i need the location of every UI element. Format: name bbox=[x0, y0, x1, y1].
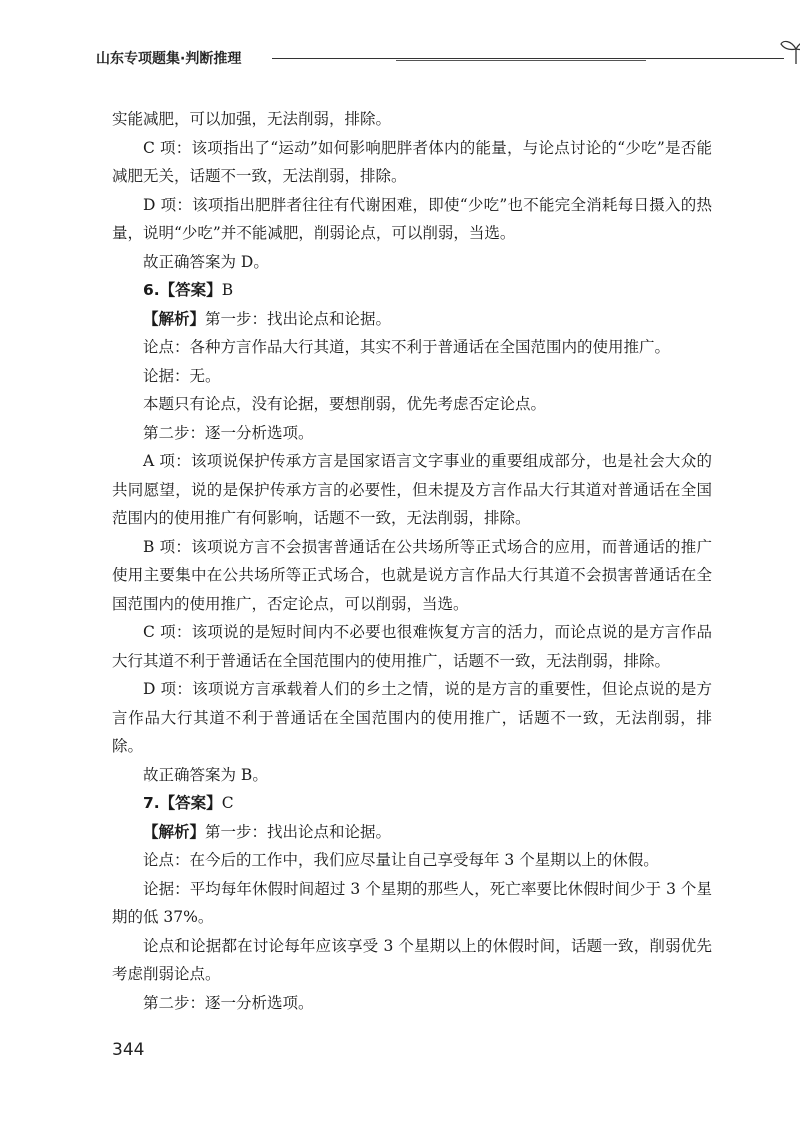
paragraph bbox=[112, 105, 712, 134]
paragraph bbox=[112, 533, 712, 619]
paragraph-text: 论点：在今后的工作中，我们应尽量让自己享受每年 3 个星期以上的休假。 bbox=[143, 851, 659, 869]
header-rule bbox=[272, 58, 784, 59]
paragraph-text: 论据：平均每年休假时间超过 3 个星期的那些人，死亡率要比休假时间少于 3 个星期的低 37%。 bbox=[112, 879, 712, 926]
paragraph bbox=[112, 362, 712, 391]
paragraph-text: 第二步：逐一分析选项。 bbox=[143, 423, 314, 442]
paragraph bbox=[112, 875, 712, 932]
paragraph bbox=[112, 675, 712, 761]
paragraph-text: 论据：无。 bbox=[143, 366, 221, 385]
paragraph bbox=[112, 932, 712, 989]
paragraph bbox=[112, 390, 712, 419]
paragraph bbox=[112, 846, 712, 875]
paragraph-text: 第一步：找出论点和论据。 bbox=[205, 309, 392, 328]
paragraph-text: B 项：该项说方言不会损害普通话在公共场所等正式场合的应用，而普通话的推广使用主要集中在公共场所等正式场合，也就是说方言作品大行其道不会损害普通话在全国范围内的使用推广，否定论点，可以削弱，当选。 bbox=[112, 537, 712, 613]
paragraph-text: D 项：该项说方言承载着人们的乡土之情，说的是方言的重要性，但论点说的是方言作品大行其道不利于普通话在全国范围内的使用推广，话题不一致，无法削弱，排除。 bbox=[112, 680, 712, 755]
analysis-label: 【解析】 bbox=[143, 309, 206, 328]
header-rule-accent bbox=[396, 60, 646, 61]
page-number: 344 bbox=[112, 1040, 145, 1060]
paragraph bbox=[112, 191, 712, 248]
page-header bbox=[96, 42, 716, 72]
paragraph bbox=[112, 248, 712, 277]
paragraph-text: B bbox=[221, 281, 234, 299]
answer-label: 7.【答案】 bbox=[143, 794, 222, 812]
paragraph-text: 论点和论据都在讨论每年应该享受 3 个星期以上的休假时间，话题一致，削弱优先考虑削弱论点。 bbox=[112, 936, 712, 983]
analysis-label: 【解析】 bbox=[143, 822, 206, 841]
paragraph-text: C bbox=[221, 794, 234, 812]
paragraph-text: D 项：该项指出肥胖者往往有代谢困难，即使“少吃”也不能完全消耗每日摄入的热量，说明“少吃”并不能减肥，削弱论点，可以削弱，当选。 bbox=[112, 195, 712, 242]
paragraph-text: 论点：各种方言作品大行其道，其实不利于普通话在全国范围内的使用推广。 bbox=[143, 338, 671, 356]
paragraph-text: 实能减肥，可以加强，无法削弱，排除。 bbox=[112, 110, 392, 128]
paragraph bbox=[112, 419, 712, 448]
paragraph-text: 故正确答案为 D。 bbox=[143, 252, 269, 271]
paragraph bbox=[112, 333, 712, 362]
paragraph bbox=[112, 761, 712, 790]
analysis-line bbox=[112, 305, 712, 334]
paragraph bbox=[112, 989, 712, 1018]
answer-label: 6.【答案】 bbox=[143, 281, 222, 299]
paragraph-text: A 项：该项说保护传承方言是国家语言文字事业的重要组成部分，也是社会大众的共同愿望，说的是保护传承方言的必要性，但未提及方言作品大行其道对普通话在全国范围内的使用推广有何影响，话题不一致，无法削弱，排除。 bbox=[112, 452, 712, 527]
paragraph-text: 本题只有论点，没有论据，要想削弱，优先考虑否定论点。 bbox=[143, 395, 547, 413]
paragraph bbox=[112, 134, 712, 191]
paragraph-text: C 项：该项说的是短时间内不必要也很难恢复方言的活力，而论点说的是方言作品大行其道不利于普通话在全国范围内的使用推广，话题不一致，无法削弱，排除。 bbox=[112, 623, 712, 670]
paragraph-text: 第二步：逐一分析选项。 bbox=[143, 993, 314, 1012]
paragraph bbox=[112, 618, 712, 675]
sprout-icon bbox=[779, 36, 800, 66]
answer-explanation-body bbox=[112, 105, 712, 1017]
answer-line bbox=[112, 789, 712, 818]
paragraph-text: C 项：该项指出了“运动”如何影响肥胖者体内的能量，与论点讨论的“少吃”是否能减肥无关，话题不一致，无法削弱，排除。 bbox=[112, 138, 712, 185]
paragraph-text: 故正确答案为 B。 bbox=[143, 765, 268, 784]
answer-line bbox=[112, 276, 712, 305]
paragraph bbox=[112, 447, 712, 533]
paragraph-text: 第一步：找出论点和论据。 bbox=[205, 822, 392, 841]
analysis-line bbox=[112, 818, 712, 847]
header-title: 山东专项题集·判断推理 bbox=[96, 51, 242, 67]
